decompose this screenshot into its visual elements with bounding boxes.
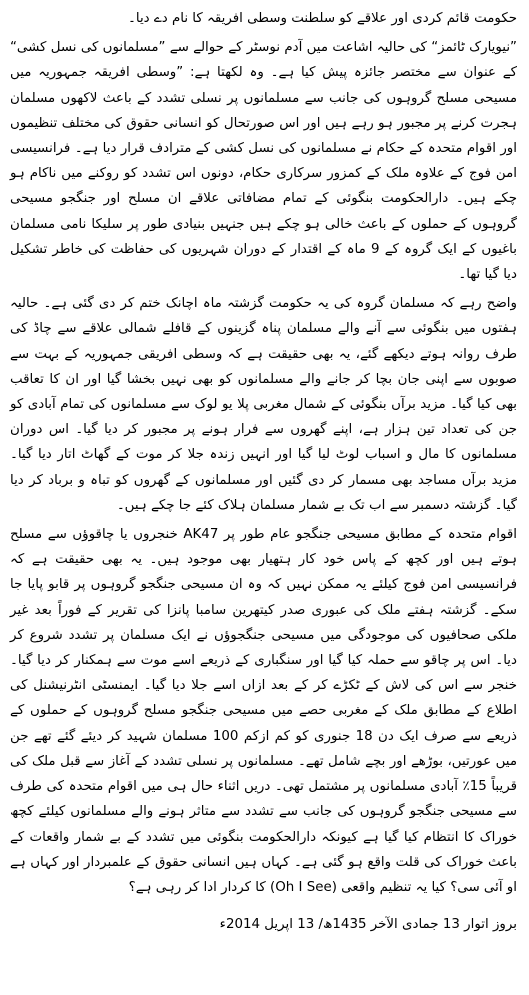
paragraph-1: حکومت قائم کردی اور علاقے کو سلطنت وسطی افریقہ کا نام دے دیا۔ <box>128 11 517 26</box>
paragraph-4: اقوام متحدہ کے مطابق مسیحی جنگجو عام طور پر AK47 خنجروں یا چاقوؤں سے مسلح ہوتے ہیں اور کچھ کے پاس خود کار ہتھیار بھی موجود ہیں۔ یہ بھی حقیقت ہے کہ فرانسیسی امن فوج کیلئے یہ ممکن نہیں کہ وہ ان مسیحی جنگجو گروہوں پر قابو پایا جا سکے۔ گزشتہ ہفتے ملک کی عبوری صدر کیتھرین سامبا پانزا کی تقریر کے فوراً بعد غیر ملکی صحافیوں کی موجودگی میں مسیحی جنگجوؤں نے ایک مسلمان پر تشدد شروع کر دیا۔ اس پر چاقو سے حملہ کیا گیا اور سنگباری کے ذریعے اسے موت سے ہمکنار کر دیا گیا۔ خنجر سے اس کی لاش کے ٹکڑے کر کے بعد ازاں اسے جلا دیا گیا۔ ایمنسٹی انٹرنیشنل کی اطلاع کے مطابق ملک کے مغربی حصے میں مسیحی جنگجو مسلح گروہوں کے حملوں کے ذریعے سے صرف ایک دن 18 جنوری کو کم ازکم 100 مسلمان شہید کر دیئے گئے تھے جن میں عورتیں، بوڑھے اور بچے شامل تھے۔ مسلمانوں پر نسلی تشدد کے آغاز سے قبل ملک کی قریباً 15٪ آبادی مسلمانوں پر مشتمل تھی۔ دریں اثناء حال ہی میں اقوام متحدہ کی طرف سے مسیحی جنگجو گروہوں کی جانب سے تشدد سے متاثر ہونے والے مسلمانوں کیلئے کچھ خوراک کا انتظام کیا گیا ہے کیونکہ دارالحکومت بنگوئی میں تشدد کے بے شمار واقعات کے باعث خوراک کی قلت واقع ہو گئی ہے۔ کہاں ہیں انسانی حقوق کے علمبردار اور کہاں ہے او آئی سی؟ کیا یہ تنظیم واقعی (Oh I See) کا کردار ادا کر رہی ہے؟ <box>10 527 518 895</box>
paragraph-2: ”نیویارک ٹائمز“ کی حالیہ اشاعت میں آدم نوسٹر کے حوالے سے ”مسلمانوں کی نسل کشی“ کے عنوان سے مختصر جائزہ پیش کیا ہے۔ وہ لکھتا ہے: ”وسطی افریقہ جمہوریہ میں مسیحی مسلح گروہوں کی جانب سے مسلمانوں پر نسلی تشدد کے باعث لاکھوں مسلمان ہجرت کرنے پر مجبور ہو رہے ہیں اور اس صورتحال کو انسانی حقوق کی مختلف تنظیموں اور اقوام متحدہ کے حکام نے مسلمانوں کی نسل کشی کے مترادف قرار دیا ہے۔ فرانسیسی امن فوج کے علاوہ ملک کے کمزور سرکاری حکام، دونوں اس تشدد کو روکنے میں ناکام ہو چکے ہیں۔ دارالحکومت بنگوئی کے تمام مضافاتی علاقے ان مسلح اور جنگجو مسیحی گروہوں کے حملوں کے باعث خالی ہو چکے ہیں جنہیں بنیادی طور پر سلیکا نامی مسلمان باغیوں کے ایک گروہ کے 9 ماہ کے اقتدار کے دوران شہریوں کی حفاظت کی خاطر تشکیل دیا گیا تھا۔ <box>10 40 517 283</box>
publication-date-text: بروز اتوار 13 جمادی الآخر 1435ھ/ 13 اپریل 2014ء <box>219 917 517 933</box>
paragraph-3: واضح رہے کہ مسلمان گروہ کی یہ حکومت گزشتہ ماہ اچانک ختم کر دی گئی ہے۔ حالیہ ہفتوں میں بنگوئی سے آنے والے مسلمان پناہ گزینوں کے قافلے شمالی علاقے سے چاڈ کی طرف روانہ ہوتے دیکھے گئے، یہ بھی حقیقت ہے کہ وسطی افریقی جمہوریہ کے بہت سے صوبوں سے اپنی جان بچا کر جانے والے مسلمانوں کو بھی نہیں بخشا گیا اور ان کا تعاقب بھی کیا گیا۔ مزید برآں بنگوئی کے شمال مغربی پلا یو لوک سے مسلمانوں کی تمام آبادی کو جن کی تعداد تین ہزار ہے، اپنے گھروں سے فرار ہونے پر مجبور کر دیا گیا۔ اس دوران مسلمانوں کا مال و اسباب لوٹ لیا گیا اور انہیں زندہ جلا کر موت کے گھاٹ اتار دیا گیا۔ مزید برآں مساجد بھی مسمار کر دی گئیں اور مسلمانوں کے گھروں کو تباہ و برباد کر دیا گیا۔ گزشتہ دسمبر سے اب تک بے شمار مسلمان ہلاک کئے جا چکے ہیں۔ <box>10 296 517 513</box>
publication-date <box>10 914 517 936</box>
